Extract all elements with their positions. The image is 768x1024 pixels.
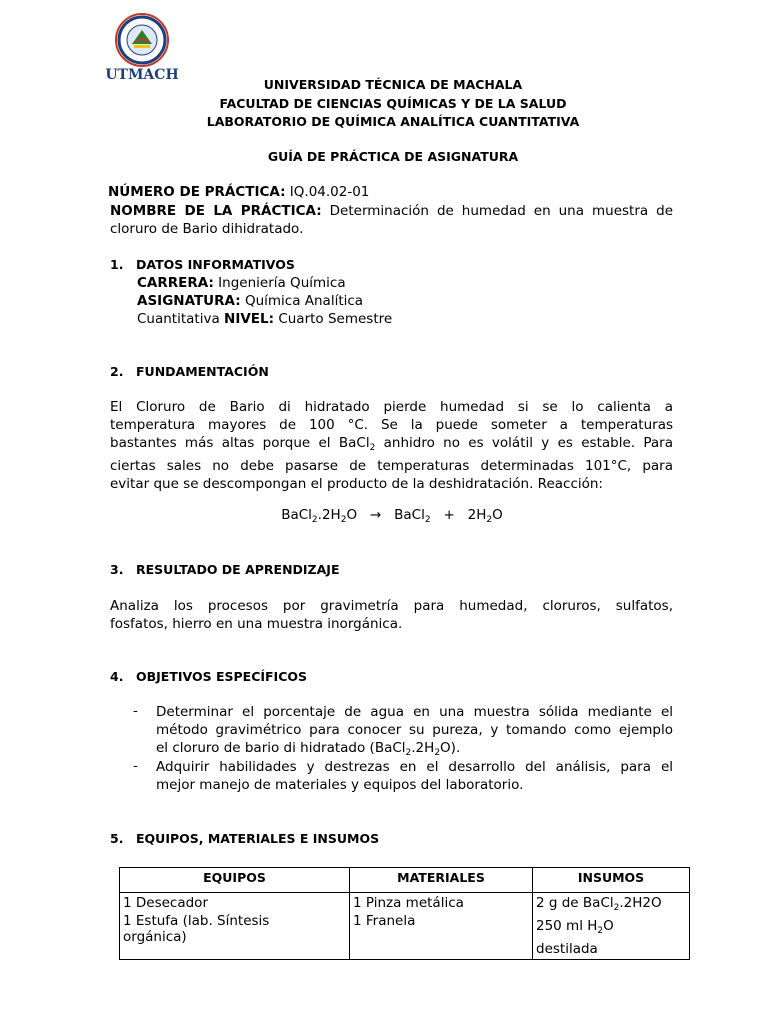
header-insumos: INSUMOS <box>533 868 690 893</box>
practice-number <box>108 183 671 201</box>
practice-name-label: NOMBRE DE LA PRÁCTICA: <box>110 203 322 219</box>
utmach-logo <box>104 12 180 84</box>
equipment-table <box>119 867 690 960</box>
section-heading-datos: 1. DATOS INFORMATIVOS <box>110 257 295 272</box>
university-name: UNIVERSIDAD TÉCNICA DE MACHALA <box>263 77 523 92</box>
logo-text: UTMACH <box>105 67 179 83</box>
faculty-name: FACULTAD DE CIENCIAS QUÍMICAS Y DE LA SALUD <box>219 96 567 111</box>
practice-name-value: Determinación de humedad en una muestra de <box>329 203 674 219</box>
section-heading-resultado: 3. RESULTADO DE APRENDIZAJE <box>110 562 340 577</box>
guide-title: GUÍA DE PRÁCTICA DE ASIGNATURA <box>267 149 519 164</box>
objective-2: Adquirir habilidades y destrezas en el desarrollo del análisis, para el mejor manejo de materiales y equipos del laboratorio. <box>156 759 673 793</box>
fundamentacion-paragraph: El Cloruro de Bario di hidratado pierde humedad si se lo calienta a temperatura mayores de 100 °C. Se la puede someter a temperaturas bastantes más altas porque el BaCl$_2$ anhidro no es volátil y es estable. Para ciertas sales no debe pasarse de temperaturas determinadas 101°C, para evitar que se descompongan el producto de la deshidratación. Reacción: <box>110 399 673 492</box>
objective-1: Determinar el porcentaje de agua en una muestra sólida mediante el método gravimétrico para conocer su pureza, y tomando como ejemplo el cloruro de bario di hidratado $(BaCl_2.2H_2O)$. <box>156 704 673 758</box>
header-equipos: EQUIPOS <box>120 868 350 893</box>
header-materiales: MATERIALES <box>350 868 533 893</box>
table-row <box>120 893 690 960</box>
resultado-paragraph: Analiza los procesos por gravimetría para humedad, cloruros, sulfatos, fosfatos, hierro en una muestra inorgánica. <box>110 598 673 632</box>
asignatura-line: ASIGNATURA: Química Analítica <box>137 293 364 309</box>
reaction-arrow: → <box>369 507 382 523</box>
university-seal-icon <box>112 12 172 68</box>
practice-number-label: NÚMERO DE PRÁCTICA: <box>108 184 286 200</box>
laboratory-name: LABORATORIO DE QUÍMICA ANALÍTICA CUANTITATIVA <box>206 114 580 129</box>
objective-bullet-2: - <box>133 758 138 774</box>
carrera-line: CARRERA: Ingeniería Química <box>137 275 346 291</box>
nivel-line: Cuantitativa NIVEL: Cuarto Semestre <box>137 311 393 327</box>
section-heading-equipos: 5. EQUIPOS, MATERIALES E INSUMOS <box>110 831 380 846</box>
cell-insumos: 2 g de BaCl$_2$.2H2O 250 ml $H_2O$ destilada <box>533 893 690 960</box>
reaction-equation: $BaCl_2.2H_2O$ → BaCl$_2$ + $2H_2O$ <box>281 507 503 525</box>
practice-name-line2: cloruro de Bario dihidratado. <box>110 221 304 237</box>
section-heading-objetivos: 4. OBJETIVOS ESPECÍFICOS <box>110 669 308 684</box>
practice-name-line1 <box>110 202 673 220</box>
cell-materiales: 1 Pinza metálica 1 Franela <box>350 893 533 960</box>
table-header-row <box>120 868 690 893</box>
objective-bullet-1: - <box>133 703 138 719</box>
practice-number-value: IQ.04.02-01 <box>289 184 370 200</box>
section-heading-fundamentacion: 2. FUNDAMENTACIÓN <box>110 364 269 379</box>
cell-equipos: 1 Desecador 1 Estufa (lab. Síntesis orgánica) <box>120 893 350 960</box>
